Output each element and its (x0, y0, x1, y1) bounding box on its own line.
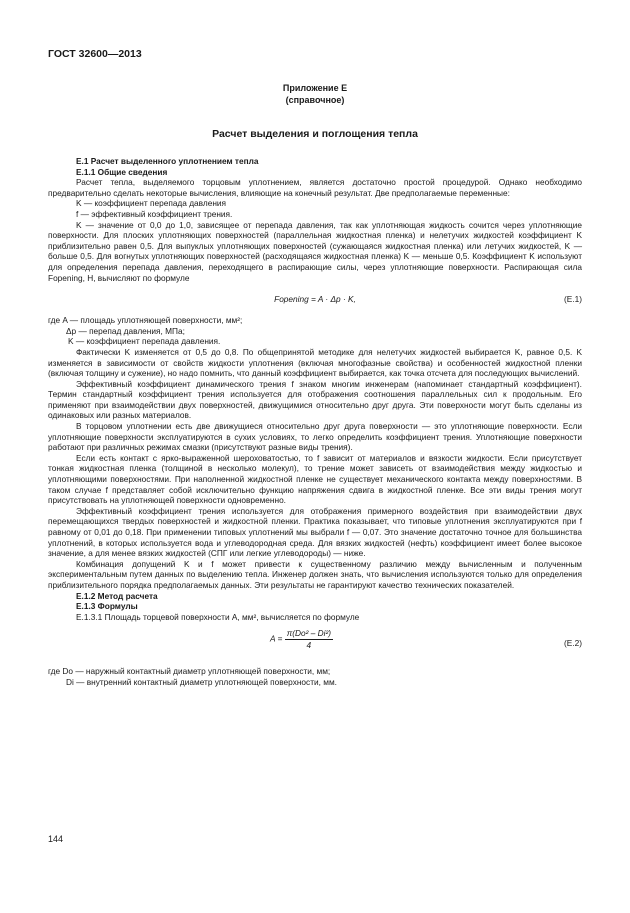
equation-e2-number: (Е.2) (564, 638, 582, 649)
equation-e2-fraction (285, 628, 333, 650)
equation-e2-numerator: π(Do² – Di²) (286, 628, 331, 639)
page-title: Расчет выделения и поглощения тепла (212, 128, 418, 140)
equation-e1 (48, 283, 582, 315)
paragraph: В торцовом уплотнении есть две движущиеся относительно друг друга поверхности — это уплотняющие поверхности. Если уплотняющие поверхности эксплуатируются в сухих условиях, то легко определить коэффициент трения. Уплотняющие поверхности работают при различных режимах смазки (присутствуют разные виды трения). (48, 421, 582, 453)
paragraph: Комбинация допущений K и f может привести к существенному различию между вычисленным и полученным экспериментальным путем данных по выделению тепла. Инженер должен знать, что вычисления используются только для определения приблизительного порядка предполагаемых данных. Эти результаты не гарантируют качество технических показателей. (48, 558, 582, 590)
paragraph: K — значение от 0,0 до 1,0, зависящее от перепада давления, так как уплотняющая жидкость сочится через уплотняющие поверхности. Для плоских уплотняющих поверхностей (параллельная жидкостная пленка) и нелетучих жидкостей коэффициент K приблизительно равен 0,5. Для выпуклых уплотняющих поверхностей (сужающаяся жидкостная пленка) или летучих жидкостей, K — больше 0,5. Для вогнутых уплотняющих поверхностей (расходящаяся жидкостная пленка) K — меньше 0,5. Коэффициент K используют для определения перепада давления, переходящего в распирающие силы, через уплотняющие поверхности. Распирающая сила Fopening, Н, вычисляют по формуле (48, 219, 582, 283)
where-di: Di — внутренний контактный диаметр уплотняющей поверхности, мм. (66, 676, 337, 687)
definition-k: K — коэффициент перепада давления (76, 198, 227, 209)
annex-label: Приложение Е (282, 83, 348, 93)
paragraph: Фактически K изменяется от 0,5 до 0,8. По общепринятой методике для нелетучих жидкостей выбирается K, равное 0,5. K изменяется в зависимости от свойств жидкости уплотнения (включая многофазные свойства) и особенностей жидкостной пленки (включая толщину и сужение), но надо помнить, что данный коэффициент выбирается, как точка отсчета для последующих вычислений. (48, 346, 582, 379)
paragraph: Эффективный коэффициент динамического трения f знаком многим инженерам (напоминает стандартный коэффициент). Термин стандартный коэффициент трения используется для отображения соотношения параллельных сил к продольным. Его применяют при взаимодействии двух поверхностей, движущимися относительно друг друга. Эти поверхности могут быть сделаны из одинаковых или разных материалов. (48, 378, 582, 421)
equation-e1-formula: Fopening = A · Δp · K, (274, 294, 356, 305)
equation-e2 (48, 622, 582, 666)
paragraph: Е.1.3.1 Площадь торцевой поверхности A, мм², вычисляется по формуле (76, 611, 360, 622)
equation-e2-formula (270, 628, 333, 650)
annex-heading (0, 82, 630, 106)
where-k: K — коэффициент перепада давления. (68, 336, 221, 347)
section-e12-heading: Е.1.2 Метод расчета (76, 590, 158, 601)
section-e1-heading: Е.1 Расчет выделенного уплотнением тепла (76, 156, 259, 166)
equation-e2-denominator: 4 (306, 639, 312, 650)
annex-note: (справочное) (285, 95, 345, 105)
equation-e2-lhs: A = (270, 633, 283, 644)
page-number: 144 (48, 834, 64, 844)
where-do: где Do — наружный контактный диаметр уплотняющей поверхности, мм; (48, 666, 331, 677)
standard-header: ГОСТ 32600—2013 (48, 48, 142, 60)
where-dp: Δp — перепад давления, МПа; (66, 325, 185, 336)
paragraph: Расчет тепла, выделяемого торцовым уплотнением, является достаточно простой процедурой. Однако необходимо предварительно сделать некоторые вычисления, влияющие на конечный результат. Две предполагаемые переменные: (48, 177, 582, 198)
document-body (48, 156, 582, 688)
section-e11-heading: Е.1.1 Общие сведения (76, 166, 168, 177)
section-e13-heading: Е.1.3 Формулы (76, 601, 138, 612)
paragraph: Эффективный коэффициент трения используется для отображения примерного воздействия при взаимодействии двух перемещающихся твердых поверхностей и жидкостной пленки. Практика показывает, что типовые уплотнения эксплуатируются при f равному от 0,01 до 0,18. При применении типовых уплотнений мы выбрали f — 0,07. Это значение достаточно точное для большинства уплотнений, в которых используется вода и углеводородная среда. Для вязких жидкостей (нефть) коэффициент имеет более высокое значение, а для менее вязких жидкостей (СПГ или легкие углеводороды) — ниже. (48, 505, 582, 559)
equation-e1-number: (Е.1) (564, 294, 582, 305)
where-a: где A — площадь уплотняющей поверхности, мм²; (48, 315, 243, 326)
paragraph: Если есть контакт с ярко-выраженной шероховатостью, то f зависит от материалов и вязкости жидкости. Если присутствует тонкая жидкостная пленка (толщиной в несколько молекул), то трение может зависеть от взаимодействия между жидкостью и уплотняющими поверхностями. При наполненной жидкостной пленке не существует механического контакта между поверхностями. В таком случае f представляет собой исключительно функцию напряжения сдвига в жидкостной пленке. Все эти виды трения могут присутствовать на уплотняющей поверхности одновременно. (48, 452, 582, 506)
definition-f: f — эффективный коэффициент трения. (76, 208, 233, 219)
